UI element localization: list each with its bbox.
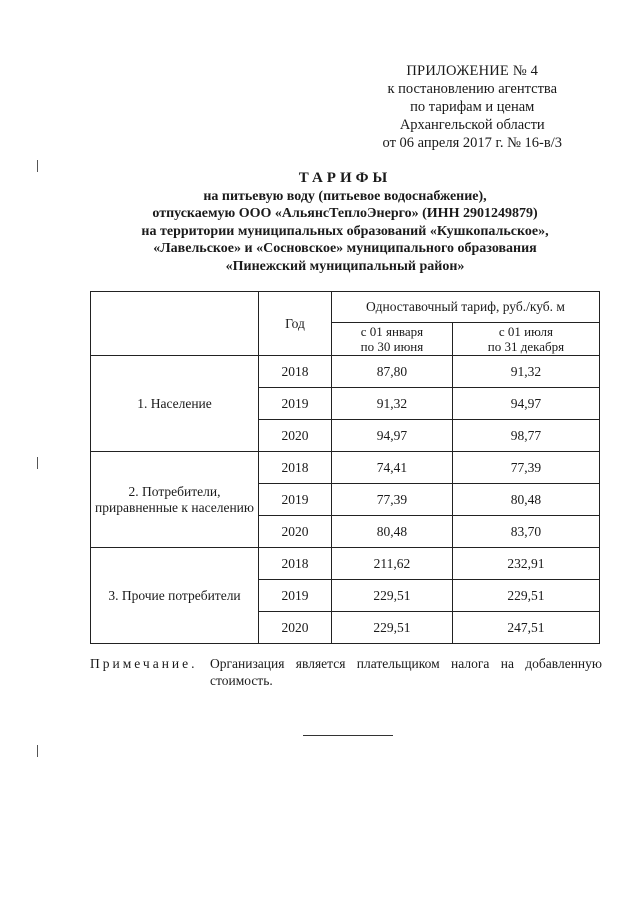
tariff-h2-cell: 91,32 bbox=[452, 356, 599, 388]
year-cell: 2019 bbox=[259, 388, 332, 420]
annex-line: от 06 апреля 2017 г. № 16-в/3 bbox=[382, 135, 562, 151]
tariff-h1-cell: 229,51 bbox=[332, 580, 453, 612]
separator-line bbox=[303, 735, 393, 736]
category-cell: 1. Население bbox=[91, 356, 259, 452]
heading-main: ТАРИФЫ bbox=[298, 170, 392, 186]
tariff-h1-cell: 229,51 bbox=[332, 612, 453, 644]
year-cell: 2020 bbox=[259, 612, 332, 644]
year-header: Год bbox=[259, 292, 332, 356]
period-header-h1: с 01 января по 30 июня bbox=[332, 323, 453, 356]
year-cell: 2018 bbox=[259, 356, 332, 388]
annex-block bbox=[383, 62, 562, 152]
tariff-h2-cell: 229,51 bbox=[452, 580, 599, 612]
tariff-h1-cell: 74,41 bbox=[332, 452, 453, 484]
category-cell: 3. Прочие потребители bbox=[91, 548, 259, 644]
category-header-cell bbox=[91, 292, 259, 356]
heading-line: «Пинежский муниципальный район» bbox=[225, 258, 465, 274]
tariff-h2-cell: 77,39 bbox=[452, 452, 599, 484]
year-cell: 2018 bbox=[259, 548, 332, 580]
document-heading bbox=[90, 170, 600, 275]
tariff-h2-cell: 80,48 bbox=[452, 484, 599, 516]
note-label: Примечание. bbox=[90, 656, 198, 671]
year-cell: 2018 bbox=[259, 452, 332, 484]
scan-mark bbox=[37, 457, 41, 469]
annex-title: ПРИЛОЖЕНИЕ № 4 bbox=[406, 63, 539, 79]
category-cell: 2. Потребители, приравненные к населению bbox=[91, 452, 259, 548]
period-header-h2: с 01 июля по 31 декабря bbox=[452, 323, 599, 356]
note-block bbox=[90, 655, 602, 689]
scan-mark bbox=[37, 160, 41, 172]
year-cell: 2020 bbox=[259, 420, 332, 452]
tariff-h2-cell: 94,97 bbox=[452, 388, 599, 420]
tariff-table bbox=[90, 291, 600, 644]
tariff-header: Одноставочный тариф, руб./куб. м bbox=[332, 292, 600, 323]
tariff-h2-cell: 247,51 bbox=[452, 612, 599, 644]
annex-line: по тарифам и ценам bbox=[410, 99, 535, 115]
tariff-h2-cell: 232,91 bbox=[452, 548, 599, 580]
heading-line: «Лавельское» и «Сосновское» муниципального образования bbox=[153, 241, 537, 256]
tariff-h1-cell: 91,32 bbox=[332, 388, 453, 420]
tariff-h1-cell: 87,80 bbox=[332, 356, 453, 388]
tariff-h1-cell: 80,48 bbox=[332, 516, 453, 548]
heading-line: на территории муниципальных образований «Кушкопальское», bbox=[141, 223, 549, 239]
year-cell: 2019 bbox=[259, 580, 332, 612]
annex-line: Архангельской области bbox=[399, 117, 545, 133]
scan-mark bbox=[37, 745, 41, 757]
heading-line: на питьевую воду (питьевое водоснабжение), bbox=[203, 188, 487, 204]
tariff-h1-cell: 211,62 bbox=[332, 548, 453, 580]
table-row bbox=[91, 452, 600, 484]
tariff-h2-cell: 98,77 bbox=[452, 420, 599, 452]
tariff-h2-cell: 83,70 bbox=[452, 516, 599, 548]
year-cell: 2020 bbox=[259, 516, 332, 548]
tariff-h1-cell: 94,97 bbox=[332, 420, 453, 452]
annex-line: к постановлению агентства bbox=[387, 81, 558, 97]
note-text: Организация является плательщиком налога на добавленную стоимость. bbox=[210, 656, 602, 688]
table-row bbox=[91, 548, 600, 580]
year-cell: 2019 bbox=[259, 484, 332, 516]
table-row bbox=[91, 356, 600, 388]
tariff-h1-cell: 77,39 bbox=[332, 484, 453, 516]
heading-line: отпускаемую ООО «АльянсТеплоЭнерго» (ИНН 2901249879) bbox=[152, 206, 538, 221]
